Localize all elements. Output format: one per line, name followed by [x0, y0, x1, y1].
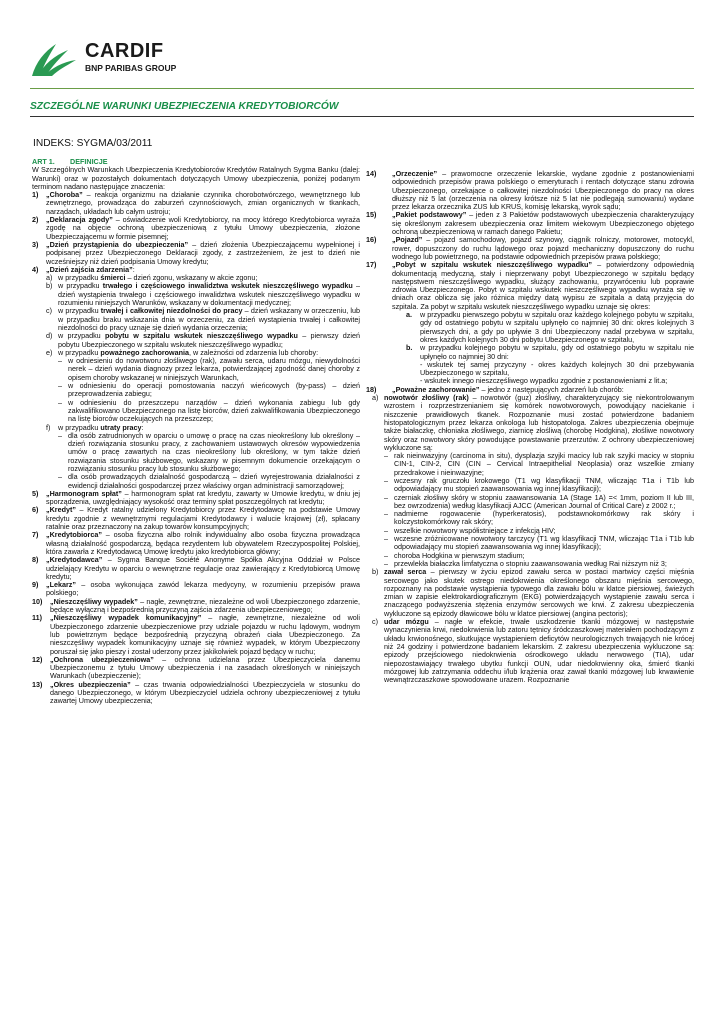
- definition-item: 10) „Nieszczęśliwy wypadek” – nagłe, zewnętrzne, niezależne od woli Ubezpieczonego zdarzenie, będące wyłączną i bezpośrednią przyczyną zajścia zdarzenia ubezpieczeniowego;: [32, 596, 360, 615]
- dash-item: – nadmierne rogowacenie (hyperkeratosis), podstawnokomórkowy rak skóry i kolczystokomórkowy rak skóry;: [384, 509, 694, 527]
- cardif-leaf-logo-icon: [26, 40, 82, 80]
- dash-item: – dla osób zatrudnionych w oparciu o umowę o pracę na czas nieokreślony lub określony – dzień rozwiązania stosunku pracy, z zachowaniem ustawowych okresów wypowiedzenia umów o pracę zawartych na czas nieokreślony lub określony, w tym także dzień rozwiązania stosunku służbowego, wskazany w pisemnym dokumencie orzekającym o rozwiązaniu stosunku pracy lub stosunku służbowego;: [58, 430, 360, 473]
- definition-term: „Choroba”: [46, 190, 83, 200]
- definition-item: 11) „Nieszczęśliwy wypadek komunikacyjny” – nagłe, zewnętrzne, niezależne od woli Ubezpieczonego zdarzenie ubezpieczeniowe przy udziale pojazdu w ruchu lądowym, wodnym lub powietrznym będące bezpośrednią przyczyną obrażeń ciała Ubezpieczonego. Za nieszczęśliwy wypadek komunikacyjny uznaje się również wypadek, w którym Ubezpieczony poruszał się jako pieszy i został uderzony przez jakikolwiek pojazd będący w ruchu;: [32, 613, 360, 656]
- definition-term: „Pojazd”: [392, 235, 423, 245]
- definition-item: 5) „Harmonogram spłat” – harmonogram spłat rat kredytu, zawarty w Umowie kredytu, w dniu jej sporządzenia, uwzględniający wysokość oraz terminy spłat poszczególnych rat kredytu;: [32, 488, 360, 507]
- sub-item: b. w przypadku kolejnego pobytu w szpitalu, gdy od ostatniego pobytu w szpitalu nie upłynęło co najmniej 30 dni: - wskutek tej samej przyczyny - okres każdych kolejnych 30 dni przebywania Ubezpieczonego w szpitalu, - wskutek innego nieszczęśliwego wypadku zgodnie z postanowieniami z lit.a;: [406, 343, 694, 386]
- definition-item: 3) „Dzień przystąpienia do ubezpieczenia” – dzień złożenia Ubezpieczającemu wypełnionej i podpisanej przez Ubezpieczonego Deklaracji zgody, z zastrzeżeniem, że jest to dzień nie wcześniejszy niż dzień podpisania Umowy kredytu;: [32, 239, 360, 266]
- dash-item: – rak nieinwazyjny (carcinoma in situ), dysplazja szyjki macicy lub rak szyjki macicy w stopniu CIN-1, CIN-2, CIN (CIN – Cervical Intraepithelial Neoplasia) oraz wszelkie zmiany przedrakowe i nieinwazyjne;: [384, 451, 694, 477]
- definition-item: 6) „Kredyt” – Kredyt ratalny udzielony Kredytobiorcy przez Kredytodawcę na podstawie Umowy kredytu zgodnie z wewnętrznymi regulacjami Kredytodawcy i walucie krajowej (zł), spłacany ratalnie oraz przeznaczony na zakup towarów konsumpcyjnych;: [32, 505, 360, 532]
- definition-term: „Dzień przystąpienia do ubezpieczenia”: [46, 239, 189, 249]
- definition-term: „Ochrona ubezpieczeniowa”: [50, 654, 154, 664]
- sub-item: c) udar mózgu – nagłe w efekcie, trwałe uszkodzenie tkanki mózgowej w następstwie wynaczynienia krwi, niedokrwienia lub zatoru tętnicy śródczaszkowej materiałem pochodzącym z układu krwionośnego, skutkujące wystąpieniem deficytów neurologicznych trwających nie krócej niż 24 godziny i potwierdzone badaniem lekarskim. Z zakresu ubezpieczenia wykluczone są: epizody przejściowego niedokrwienia ośrodkowego układu nerwowego (TIA), udar niepozostawiający trwałego ubytku funkcji OUN, udar niedokrwienny oka, śmierć tkanki mózgowej lub zatrzymania oddechu i/lub krążenia oraz zawał tkanki mózgowej lub krwawienie wewnątrzczaszkowe spowodowane urazem. Rozpoznanie: [372, 617, 694, 685]
- dash-item: – czerniak złośliwy skóry w stopniu zaawansowania 1A (Stage 1A) =< 1mm, poziom II lub III, bez owrzodzenia) według klasyfikacji AJCC (American Journal of Critical Care) z 2002 r.;: [384, 492, 694, 510]
- brand-name: CARDIF: [85, 40, 164, 62]
- sub-item: b) zawał serca – pierwszy w życiu epizod zawału serca w postaci martwicy części mięśnia sercowego jako skutek ostrego niedokrwienia określonego obszaru mięśnia sercowego, rozpoznany na podstawie wystąpienia typowego dla zawału bólu w klatce piersiowej, świeżych zmian w zapisie elektrokardiograficznym (EKG) potwierdzających wystąpienie zawału serca i znaczącego podwyższenia stężenia enzymów sercowych we krwi. Z zakresu ubezpieczenia wykluczone są epizody dławicowe bólu w klatce piersiowej (angina pectoris);: [372, 567, 694, 618]
- definition-item: 14) „Orzeczenie” – prawomocne orzeczenie lekarskie, wydane zgodnie z postanowieniami odpowiednich przepisów prawa polskiego o emeryturach i rentach dotyczące stanu zdrowia Ubezpieczonego, orzekające o całkowitej niezdolności Ubezpieczonego do pracy na okres dłuższy niż 5 lat (orzeczenia na okresy krótsze niż 5 lat nie podlegają sumowaniu) wydane przez lekarza orzecznika ZUS lub KRUS, komisję lekarską, wyrok sądu;: [366, 169, 694, 212]
- document-index: INDEKS: SYGMA/03/2011: [33, 138, 153, 149]
- definition-term: „Lekarz”: [46, 580, 76, 590]
- sub-item: e) w przypadku poważnego zachorowania, w zależności od zdarzenia lub choroby: – w odniesieniu do nowotworu złośliwego (rak), zawału serca, udaru mózgu, niewydolności nerek – dzień wydania diagnozy przez lekarza, potwierdzającej zgodność danej choroby z opisem choroby wskazanej w niniejszych Warunkach, – w odniesieniu do operacji pomostowania naczyń wieńcowych (by-pass) – dzień przeprowadzenia zabiegu; – w odniesieniu do przeszczepu narządów – dzień wykonania zabiegu lub gdy zakwalifikowano Ubezpieczonego na listę biorców, dzień zakwalifikowania Ubezpieczonego na listę biorców oczekujących na przeszczep;: [46, 347, 360, 424]
- definition-term: „Okres ubezpieczenia”: [50, 679, 131, 689]
- dash-item: – choroba Hodgkina w pierwszym stadium;: [384, 550, 525, 560]
- definition-term: „Poważne zachorowanie”: [392, 384, 480, 394]
- dash-item: – dla osób prowadzących działalność gospodarczą – dzień wyrejestrowania działalności z ewidencji działalności gospodarczej przez właściwy organ administracji samorządowej;: [58, 472, 360, 490]
- definition-term: „Pakiet podstawowy”: [392, 210, 467, 220]
- definition-term: „Harmonogram spłat”: [46, 488, 122, 498]
- definition-item: 8) „Kredytodawca” – Sygma Banque Société Anonyme Spółka Akcyjna Oddział w Polsce udzielający Kredytu w oparciu o wewnętrzne regulacje oraz zawierający z Kredytobiorcą Umowę kredytu;: [32, 555, 360, 581]
- definition-item: 9) „Lekarz” – osoba wykonująca zawód lekarza medycyny, w rozumieniu przepisów prawa polskiego;: [32, 580, 360, 598]
- definition-term: „Nieszczęśliwy wypadek”: [50, 596, 138, 606]
- dash-item: – wczesny rak gruczołu krokowego (T1 wg klasyfikacji TNM, wliczając T1a i T1b lub odpowiadający mu stopień zaawansowania wg innej klasyfikacji);: [384, 475, 694, 494]
- sub-item: c) w przypadku trwałej i całkowitej niezdolności do pracy – dzień wskazany w orzeczeniu, lub w przypadku braku wskazania dnia w orzeczeniu, za dzień wystąpienia trwałej i całkowitej niezdolności do pracy uznaje się dzień wydania orzeczenia;: [46, 306, 360, 332]
- cardif-logo: [26, 40, 226, 84]
- brand-group: BNP PARIBAS GROUP: [85, 63, 177, 73]
- definition-item: 17) „Pobyt w szpitalu wskutek nieszczęśliwego wypadku” – potwierdzony odpowiednią dokumentacją medyczną, stały i nieprzerwany pobyt Ubezpieczonego w szpitalu będący następstwem nieszczęśliwego wypadku, służący zachowaniu, przywróceniu lub poprawie zdrowia Ubezpieczonego. Pobyt w szpitalu wskutek nieszczęśliwego wypadku wyraża się w dniach oraz oblicza się jako różnica między datą wypisu ze szpitala a datą przyjęcia do szpitala. Za pobyt w szpitalu wskutek nieszczęśliwego wypadku uznaje się okres: a. w przypadku pierwszego pobytu w szpitalu oraz każdego kolejnego pobytu w szpitalu, gdy od ostatniego pobytu w szpitalu upłynęło co najmniej 30 dni: okres kolejnych 3 pierwszych dni, a gdy po upływie 3 dni Ubezpieczony nadal przebywa w szpitalu, okres każdych kolejnych 30 dni pobytu Ubezpieczonego w szpitalu, b. w przypadku kolejnego pobytu w szpitalu, gdy od ostatniego pobytu w szpitalu nie upłynęło co najmniej 30 dni: - wskutek tej samej przyczyny - okres każdych kolejnych 30 dni przebywania Ubezpieczonego w szpitalu, - wskutek innego nieszczęśliwego wypadku zgodnie z postanowieniami z lit.a;: [366, 260, 695, 386]
- definition-term: „Deklaracja zgody”: [46, 215, 113, 225]
- article-intro: W Szczególnych Warunkach Ubezpieczenia Kredytobiorców Kredytów Ratalnych Sygma Banku (dalej: Warunki) oraz w pozostałych dokumentach dotyczących Umowy ubezpieczenia, poniżej podanym terminom nadano następujące znaczenia:: [32, 165, 360, 191]
- left-column: [32, 158, 360, 706]
- definition-item: 18) „Poważne zachorowanie” – jedno z następujących zdarzeń lub chorób:: [366, 384, 624, 394]
- header-divider: [30, 88, 694, 89]
- definition-term: „Kredytodawca”: [46, 555, 103, 565]
- dash-item: – przewlekła białaczka limfatyczna o stopniu zaawansowania według Rai niższym niż 3;: [384, 558, 667, 568]
- article-number: ART 1.: [32, 157, 55, 166]
- definition-item: 7) „Kredytobiorca” – osoba fizyczna albo rolnik indywidualny albo osoba fizyczna prowadząca własną działalność gospodarczą, będąca rezydentem lub obywatelem Rzeczypospolitej Polskiej, która zawarła z Kredytodawcą Umowę kredytu jako kredytobiorca główny;: [32, 530, 360, 556]
- dash-item: – w odniesieniu do nowotworu złośliwego (rak), zawału serca, udaru mózgu, niewydolności nerek – dzień wydania diagnozy przez lekarza, potwierdzającej zgodność danej choroby z opisem choroby wskazanej w niniejszych Warunkach,: [58, 356, 360, 382]
- dash-item: – w odniesieniu do operacji pomostowania naczyń wieńcowych (by-pass) – dzień przeprowadzenia zabiegu;: [58, 381, 360, 399]
- definition-item: 12) „Ochrona ubezpieczeniowa” – ochrona udzielana przez Ubezpieczyciela danemu Ubezpieczonemu z tytułu Umowy ubezpieczenia i na zasadach określonych w niniejszych Warunkach (ubezpieczenie);: [32, 654, 361, 681]
- sub-item: d) w przypadku pobytu w szpitalu wskutek nieszczęśliwego wypadku – pierwszy dzień pobytu Ubezpieczonego w szpitalu wskutek nieszczęśliwego wypadku;: [46, 331, 360, 349]
- definition-term: „Pobyt w szpitalu wskutek nieszczęśliwego wypadku”: [392, 260, 593, 270]
- article-title: DEFINICJE: [70, 157, 108, 166]
- definition-item: 1) „Choroba” – reakcja organizmu na działanie czynnika chorobotwórczego, wewnętrznego lub zewnętrznego, prowadząca do zaburzeń czynnościowych, zmian organicznych w tkankach, narządach, układach lub całym ustroju;: [32, 190, 360, 216]
- definition-term: „Nieszczęśliwy wypadek komunikacyjny”: [50, 613, 202, 623]
- dash-item: – wszelkie nowotwory współistniejące z infekcją HIV;: [384, 525, 556, 535]
- definition-term: „Orzeczenie”: [392, 169, 438, 178]
- right-column: [366, 170, 694, 684]
- definition-item: 16) „Pojazd” – pojazd samochodowy, pojazd szynowy, ciągnik rolniczy, motorower, motocykl, rower, dopuszczony do ruchu lądowego oraz pojazd mechaniczny dopuszczony do ruchu wodnego lub powietrznego, na podstawie odpowiednich przepisów prawa polskiego;: [366, 235, 694, 261]
- sub-item: f) w przypadku utraty pracy: – dla osób zatrudnionych w oparciu o umowę o pracę na czas nieokreślony lub określony – dzień rozwiązania stosunku pracy, z zachowaniem ustawowych okresów wypowiedzenia umów o pracę zawartych na czas nieokreślony lub określony, w tym także dzień rozwiązania stosunku służbowego, wskazany w pisemnym dokumencie orzekającym o rozwiązaniu stosunku pracy lub stosunku służbowego; – dla osób prowadzących działalność gospodarczą – dzień wyrejestrowania działalności z ewidencji działalności gospodarczej przez właściwy organ administracji samorządowej;: [46, 422, 360, 490]
- sub-item: a. w przypadku pierwszego pobytu w szpitalu oraz każdego kolejnego pobytu w szpitalu, gdy od ostatniego pobytu w szpitalu upłynęło co najmniej 30 dni: okres kolejnych 3 pierwszych dni, a gdy po upływie 3 dni Ubezpieczony nadal przebywa w szpitalu, okres każdych kolejnych 30 dni pobytu Ubezpieczonego w szpitalu,: [406, 310, 694, 344]
- dash-item: – w odniesieniu do przeszczepu narządów – dzień wykonania zabiegu lub gdy zakwalifikowano Ubezpieczonego na listę biorców, dzień zakwalifikowania Ubezpieczonego na listę biorców oczekujących na przeszczep;: [58, 397, 360, 424]
- sub-item: a) w przypadku śmierci – dzień zgonu, wskazany w akcie zgonu;: [46, 273, 258, 283]
- definition-term: „Dzień zajścia zdarzenia”: [46, 264, 133, 274]
- definition-item: 15) „Pakiet podstawowy” – jeden z 3 Pakietów podstawowych ubezpieczenia charakteryzujący się określonym zakresem ubezpieczenia oraz limitem wiekowym Ubezpieczonego objętego ochroną ubezpieczeniową w ramach danego Pakietu;: [366, 210, 694, 237]
- definition-term: „Kredytobiorca”: [46, 530, 102, 540]
- dash-item: – wczesne zróżnicowane nowotwory tarczycy (T1 wg klasyfikacji TNM, wliczając T1a i T1b lub odpowiadający mu stopień zaawansowania wg innej klasyfikacji);: [384, 534, 694, 552]
- definition-item: 2) „Deklaracja zgody” – oświadczenie woli Kredytobiorcy, na mocy którego Kredytobiorca wyraża zgodę na objęcie ochroną ubezpieczeniową z tytułu Umowy ubezpieczenia, złożone Ubezpieczającemu w formie pisemnej;: [32, 215, 360, 241]
- definition-term: „Kredyt”: [46, 505, 76, 515]
- sub-item: b) w przypadku trwałego i częściowego inwalidztwa wskutek nieszczęśliwego wypadku – dzień wystąpienia trwałego i częściowego inwalidztwa wskutek nieszczęśliwego wypadku w rozumieniu niniejszych Warunków, wskazany w dokumentacji medycznej;: [46, 281, 360, 308]
- definition-item: 4) „Dzień zajścia zdarzenia”: a) w przypadku śmierci – dzień zgonu, wskazany w akcie zgonu; b) w przypadku trwałego i częściowego inwalidztwa wskutek nieszczęśliwego wypadku – dzień wystąpienia trwałego i częściowego inwalidztwa wskutek nieszczęśliwego wypadku w rozumieniu niniejszych Warunków, wskazany w dokumentacji medycznej; c) w przypadku trwałej i całkowitej niezdolności do pracy – dzień wskazany w orzeczeniu, lub w przypadku braku wskazania dnia w orzeczeniu, za dzień wystąpienia trwałej i całkowitej niezdolności do pracy uznaje się dzień wydania orzeczenia; d) w przypadku pobytu w szpitalu wskutek nieszczęśliwego wypadku – pierwszy dzień pobytu Ubezpieczonego w szpitalu wskutek nieszczęśliwego wypadku; e) w przypadku poważnego zachorowania, w zależności od zdarzenia lub choroby: – w odniesieniu do nowotworu złośliwego (rak), zawału serca, udaru mózgu, niewydolności nerek – dzień wydania diagnozy przez lekarza, potwierdzającej zgodność danej choroby z opisem choroby wskazanej w niniejszych Warunkach, – w odniesieniu do operacji pomostowania naczyń wieńcowych (by-pass) – dzień przeprowadzenia zabiegu; – w odniesieniu do przeszczepu narządów – dzień wykonania zabiegu lub gdy zakwalifikowano Ubezpieczonego na listę biorców, dzień zakwalifikowania Ubezpieczonego na listę biorców oczekujących na przeszczep; f) w przypadku utraty pracy: – dla osób zatrudnionych w oparciu o umowę o pracę na czas nieokreślony lub określony – dzień rozwiązania stosunku pracy, z zachowaniem ustawowych okresów wypowiedzenia umów o pracę zawartych na czas nieokreślony lub określony, w tym także dzień rozwiązania stosunku służbowego, wskazany w pisemnym dokumencie orzekającym o rozwiązaniu stosunku pracy lub stosunku służbowego; – dla osób prowadzących działalność gospodarczą – dzień wyrejestrowania działalności z ewidencji działalności gospodarczej przez właściwy organ administracji samorządowej;: [32, 264, 360, 490]
- document-title: SZCZEGÓLNE WARUNKI UBEZPIECZENIA KREDYTOBIORCÓW: [30, 101, 694, 117]
- sub-item: a) nowotwór złośliwy (rak) – nowotwór (guz) złośliwy, charakteryzujący się niekontrolowanym wzrostem i rozprzestrzenianiem się komórek nowotworowych, powodujący naciekanie i niszczenie prawidłowych tkanek. Rozpoznanie musi zostać potwierdzone badaniem histopatologicznym przez lekarza onkologa lub histopatologa. Zakres ubezpieczenia obejmuje także białaczkę, chłoniaka złośliwego, ziarnicę złośliwą (chorobę Hodgkina), złośliwe nowotwory skóry oraz nowotwory skóry powodujące powstawanie przerzutów. Z ochrony ubezpieczeniowej wykluczone są: – rak nieinwazyjny (carcinoma in situ), dysplazja szyjki macicy lub rak szyjki macicy w stopniu CIN-1, CIN-2, CIN (CIN – Cervical Intraepithelial Neoplasia) oraz wszelkie zmiany przedrakowe i nieinwazyjne; – wczesny rak gruczołu krokowego (T1 wg klasyfikacji TNM, wliczając T1a i T1b lub odpowiadający mu stopień zaawansowania wg innej klasyfikacji); – czerniak złośliwy skóry w stopniu zaawansowania 1A (Stage 1A) =< 1mm, poziom II lub III, bez owrzodzenia) według klasyfikacji AJCC (American Journal of Critical Care) z 2002 r.; – nadmierne rogowacenie (hyperkeratosis), podstawnokomórkowy rak skóry i kolczystokomórkowy rak skóry; – wszelkie nowotwory współistniejące z infekcją HIV; – wczesne zróżnicowane nowotwory tarczycy (T1 wg klasyfikacji TNM, wliczając T1a i T1b lub odpowiadający mu stopień zaawansowania wg innej klasyfikacji); – choroba Hodgkina w pierwszym stadium; – przewlekła białaczka limfatyczna o stopniu zaawansowania według Rai niższym niż 3;: [372, 393, 694, 568]
- definition-item: 13) „Okres ubezpieczenia” – czas trwania odpowiedzialności Ubezpieczyciela w stosunku do danego Ubezpieczonego, w którym Ubezpieczyciel udziela ochrony ubezpieczeniowej z tytułu zawartej Umowy ubezpieczenia;: [32, 679, 360, 706]
